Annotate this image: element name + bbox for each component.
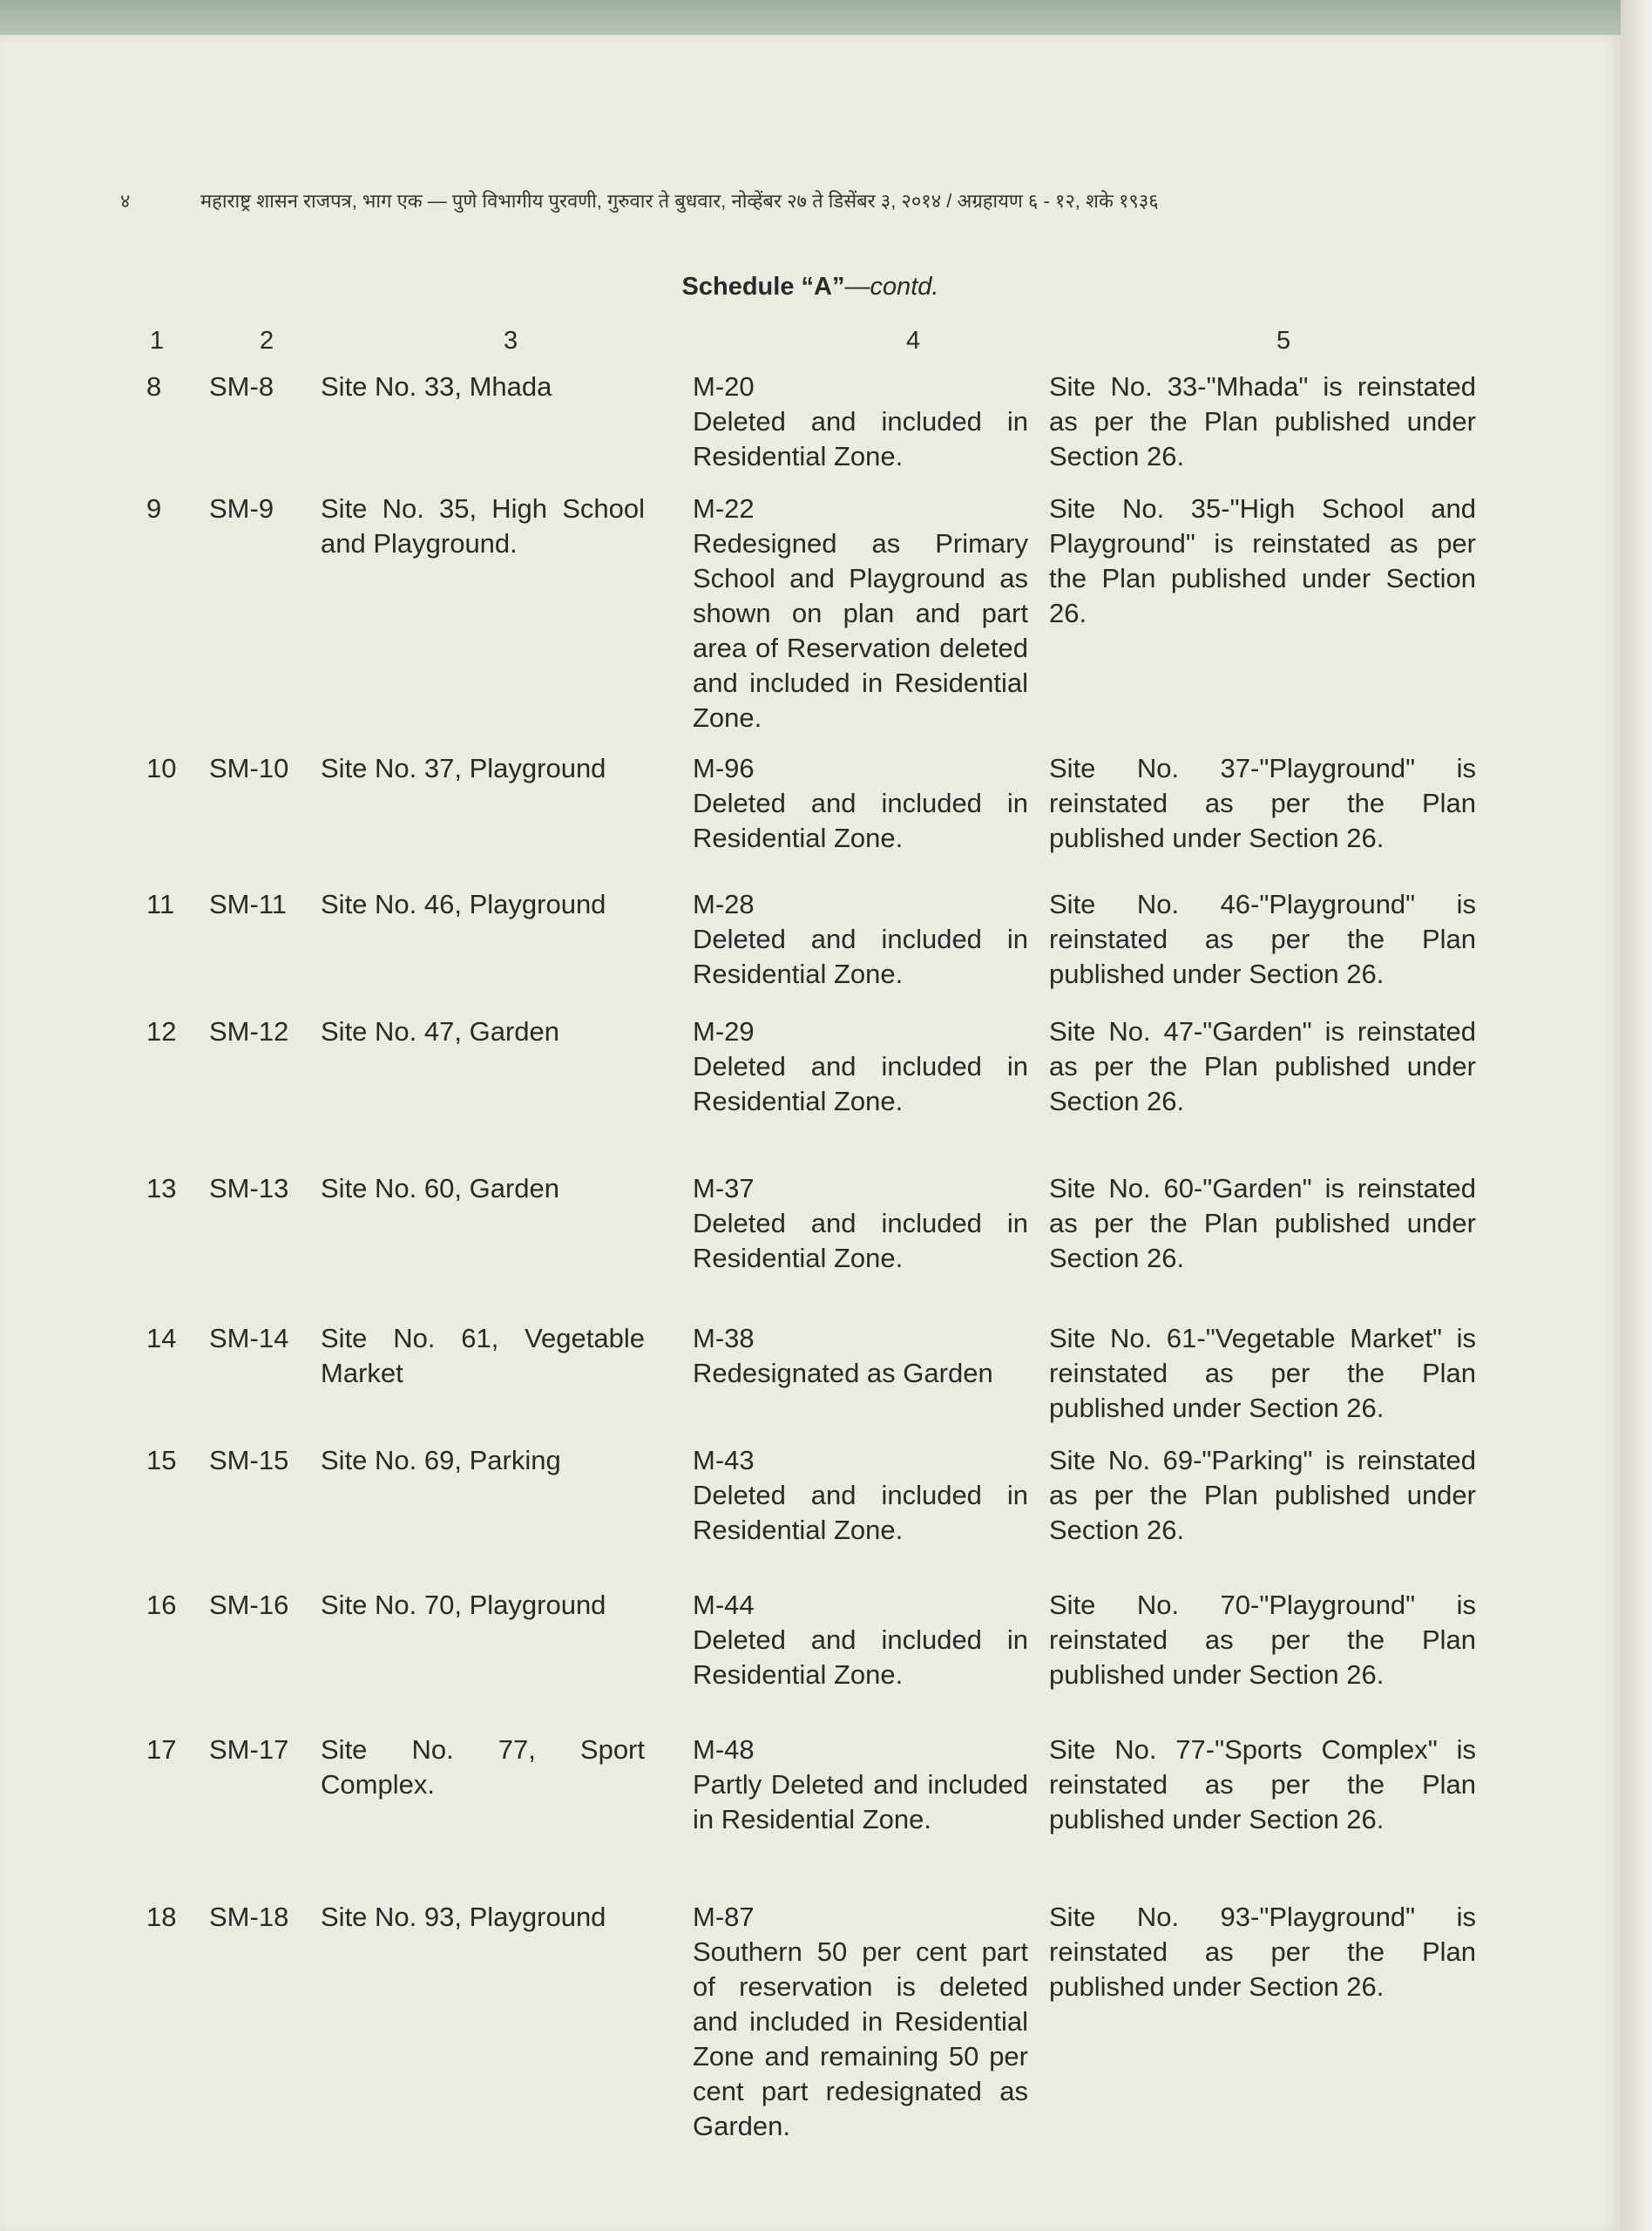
- modification-code: M-37: [693, 1173, 755, 1204]
- remark: Site No. 47-"Garden" is reinstated as per the Plan published under Section 26.: [1049, 1016, 1476, 1116]
- schedule-contd: —contd.: [844, 273, 939, 301]
- remark: Site No. 93-"Playground" is reinstated as per the Plan published under Section 26.: [1049, 1902, 1476, 2002]
- sm-code: SM-16: [209, 1590, 289, 1620]
- remark: Site No. 37-"Playground" is reinstated as per the Plan published under Section 26.: [1049, 753, 1476, 853]
- modification-action: Deleted and included in Residential Zone.: [693, 924, 1028, 989]
- sm-code: SM-13: [209, 1173, 289, 1204]
- gazette-header: [120, 187, 1427, 214]
- modification-code: M-43: [693, 1445, 755, 1475]
- remark: Site No. 69-"Parking" is reinstated as per the Plan published under Section 26.: [1049, 1445, 1476, 1545]
- site-name: Site No. 60, Garden: [321, 1173, 559, 1204]
- modification-code: M-29: [693, 1016, 755, 1047]
- modification: [693, 887, 1028, 992]
- sm-code: SM-14: [209, 1323, 289, 1353]
- site-name: Site No. 69, Parking: [321, 1445, 561, 1475]
- row-number: 18: [146, 1902, 177, 1932]
- modification-code: M-22: [693, 493, 755, 524]
- sm-code: SM-12: [209, 1016, 289, 1047]
- column-number-2: 2: [260, 327, 274, 355]
- column-number-3: 3: [504, 327, 518, 355]
- schedule-title-text: Schedule “A”: [681, 273, 845, 301]
- modification: [693, 751, 1028, 856]
- row-number: 14: [146, 1323, 177, 1353]
- row-number: 16: [146, 1590, 177, 1620]
- column-number-4: 4: [906, 327, 921, 355]
- site-name: Site No. 46, Playground: [321, 889, 606, 919]
- modification-code: M-38: [693, 1323, 755, 1353]
- row-number: 17: [146, 1734, 177, 1765]
- modification: [693, 1733, 1028, 1837]
- remark: Site No. 77-"Sports Complex" is reinstated as per the Plan published under Section 26.: [1049, 1734, 1476, 1834]
- modification: [693, 492, 1028, 736]
- modification: [693, 1900, 1028, 2144]
- page-edge: [1621, 0, 1652, 2231]
- sm-code: SM-8: [209, 371, 274, 402]
- modification-code: M-28: [693, 889, 755, 919]
- sm-code: SM-9: [209, 493, 274, 524]
- site-name: Site No. 77, Sport Complex.: [321, 1734, 645, 1800]
- sm-code: SM-11: [209, 889, 288, 919]
- modification: [693, 1014, 1028, 1119]
- column-number-1: 1: [150, 327, 165, 355]
- column-number-5: 5: [1276, 327, 1291, 355]
- sm-code: SM-18: [209, 1902, 289, 1932]
- modification-action: Deleted and included in Residential Zone.: [693, 1208, 1028, 1273]
- row-number: 13: [146, 1173, 177, 1204]
- remark: Site No. 70-"Playground" is reinstated as per the Plan published under Section 26.: [1049, 1590, 1476, 1690]
- sm-code: SM-15: [209, 1445, 289, 1475]
- modification-code: M-44: [693, 1590, 755, 1620]
- row-number: 11: [146, 889, 175, 919]
- site-name: Site No. 33, Mhada: [321, 371, 552, 402]
- row-number: 10: [146, 753, 177, 783]
- modification-action: Redesignated as Garden: [693, 1358, 993, 1388]
- row-number: 8: [146, 371, 162, 402]
- modification: [693, 370, 1028, 474]
- modification-action: Redesigned as Primary School and Playground as shown on plan and part area of Reservation deleted and included in Residential Zone.: [693, 528, 1028, 733]
- modification: [693, 1588, 1028, 1692]
- modification-action: Deleted and included in Residential Zone.: [693, 406, 1028, 471]
- site-name: Site No. 35, High School and Playground.: [321, 493, 645, 559]
- modification-code: M-20: [693, 371, 755, 402]
- remark: Site No. 33-"Mhada" is reinstated as per the Plan published under Section 26.: [1049, 371, 1476, 471]
- page-number: ४: [120, 190, 131, 212]
- modification-code: M-96: [693, 753, 755, 783]
- site-name: Site No. 37, Playground: [321, 753, 606, 783]
- modification-code: M-87: [693, 1902, 755, 1932]
- remark: Site No. 61-"Vegetable Market" is reinstated as per the Plan published under Section 26.: [1049, 1323, 1476, 1423]
- sm-code: SM-10: [209, 753, 289, 783]
- scan-top-strip: [0, 0, 1652, 35]
- schedule-title: [0, 273, 1621, 302]
- site-name: Site No. 70, Playground: [321, 1590, 606, 1620]
- sm-code: SM-17: [209, 1734, 289, 1765]
- modification: [693, 1171, 1028, 1276]
- site-name: Site No. 93, Playground: [321, 1902, 606, 1932]
- column-numbers: [0, 327, 1621, 362]
- modification-action: Deleted and included in Residential Zone.: [693, 1624, 1028, 1690]
- modification-action: Deleted and included in Residential Zone.: [693, 1051, 1028, 1116]
- row-number: 15: [146, 1445, 177, 1475]
- site-name: Site No. 61, Vegetable Market: [321, 1323, 645, 1388]
- modification-code: M-48: [693, 1734, 755, 1765]
- remark: Site No. 35-"High School and Playground" is reinstated as per the Plan published under Section 26.: [1049, 493, 1476, 628]
- header-text: महाराष्ट्र शासन राजपत्र, भाग एक — पुणे विभागीय पुरवणी, गुरुवार ते बुधवार, नोव्हेंबर २७ ते डिसेंबर ३, २०१४ / अग्रहायण ६ - १२, शके १९३६: [200, 190, 1159, 212]
- modification: [693, 1443, 1028, 1548]
- row-number: 12: [146, 1016, 177, 1047]
- row-number: 9: [146, 493, 162, 524]
- modification-action: Deleted and included in Residential Zone.: [693, 1480, 1028, 1545]
- modification-action: Partly Deleted and included in Residential Zone.: [693, 1769, 1028, 1834]
- site-name: Site No. 47, Garden: [321, 1016, 559, 1047]
- modification: [693, 1321, 1028, 1391]
- modification-action: Southern 50 per cent part of reservation is deleted and included in Residential Zone and remaining 50 per cent part redesignated as Garden.: [693, 1936, 1028, 2141]
- modification-action: Deleted and included in Residential Zone.: [693, 788, 1028, 853]
- remark: Site No. 46-"Playground" is reinstated as per the Plan published under Section 26.: [1049, 889, 1476, 989]
- remark: Site No. 60-"Garden" is reinstated as per the Plan published under Section 26.: [1049, 1173, 1476, 1273]
